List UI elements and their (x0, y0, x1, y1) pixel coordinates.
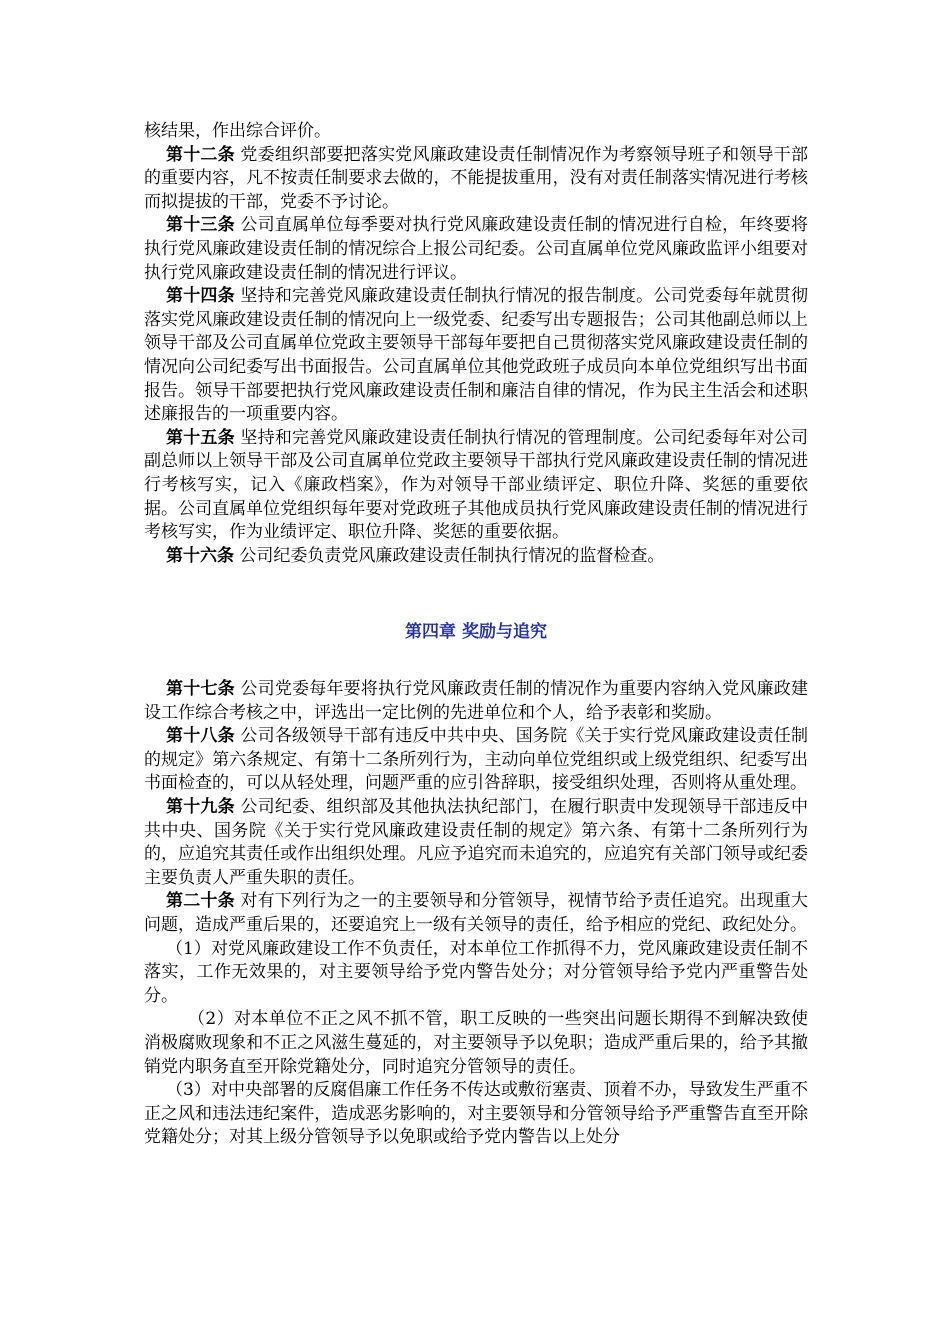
chapter-heading: 第四章 奖励与追究 (405, 622, 547, 642)
article-text: 公司纪委、组织部及其他执法执纪部门，在履行职责中发现领导干部违反中共中央、国务院《关于实行党风廉政建设责任制的规定》第六条、有第十二条所列行为的，应追究其责任或作出组织处理。凡应予追究而未追究的，应追究有关部门领导或纪委主要负责人严重失职的责任。 (144, 796, 809, 888)
article-paragraph (144, 678, 808, 725)
article-paragraph (144, 144, 808, 215)
paragraph (144, 1079, 808, 1150)
article-number: 第二十条 (166, 891, 235, 912)
article-paragraph (144, 427, 808, 545)
article-paragraph (144, 214, 808, 285)
article-text: 核结果，作出综合评价。 (144, 121, 331, 141)
article-paragraph (144, 890, 808, 937)
article-number: 第十八条 (166, 726, 235, 747)
article-paragraph (144, 796, 808, 890)
article-text: 公司纪委负责党风廉政建设责任制执行情况的监督检查。 (234, 545, 665, 566)
article-text: 坚持和完善党风廉政建设责任制执行情况的管理制度。公司纪委每年对公司副总师以上领导干部及公司直属单位党政主要领导干部执行党风廉政建设责任制的情况进行考核写实，记入《廉政档案》，作为对领导干部业绩评定、职位升降、奖惩的重要依据。公司直属单位党组织每年要对党政班子其他成员执行党风廉政建设责任制的情况进行考核写实，作为业绩评定、职位升降、奖惩的重要依据。 (144, 427, 809, 543)
article-number: 第十九条 (166, 796, 235, 817)
article-text: （3）对中央部署的反腐倡廉工作任务不传达或敷衍塞责、顶着不办，导致发生严重不正之风和违法违纪案件，造成恶劣影响的，对主要领导和分管领导给予严重警告直至开除党籍处分；对其上级分管领导予以免职或给予党内警告以上处分 (144, 1080, 808, 1148)
article-text: 对有下列行为之一的主要领导和分管领导，视情节给予责任追究。出现重大问题，造成严重后果的，还要追究上一级有关领导的责任，给予相应的党纪、政纪处分。 (144, 891, 809, 935)
article-paragraph (144, 725, 808, 796)
paragraph (144, 938, 808, 1009)
article-number: 第十五条 (166, 427, 235, 448)
article-text: 坚持和完善党风廉政建设责任制执行情况的报告制度。公司党委每年就贯彻落实党风廉政建设责任制的情况向上一级党委、纪委写出专题报告；公司其他副总师以上领导干部及公司直属单位党政主要领导干部每年要把自己贯彻落实党风廉政建设责任制的情况向公司纪委写出书面报告。公司直属单位其他党政班子成员向本单位党组织写出书面报告。领导干部要把执行党风廉政建设责任制和廉洁自律的情况，作为民主生活会和述职述廉报告的一项重要内容。 (144, 286, 809, 425)
article-number: 第十七条 (166, 679, 235, 699)
article-text: 公司各级领导干部有违反中共中央、国务院《关于实行党风廉政建设责任制的规定》第六条规定、有第十二条所列行为，主动向单位党组织或上级党组织、纪委写出书面检查的，可以从轻处理，问题严重的应引咎辞职，接受组织处理，否则将从重处理。 (144, 726, 809, 794)
paragraph (144, 120, 808, 144)
article-number: 第十二条 (166, 144, 235, 165)
articles-block-lower (144, 678, 808, 1150)
article-text: 公司直属单位每季要对执行党风廉政建设责任制的情况进行自检，年终要将执行党风廉政建设责任制的情况综合上报公司纪委。公司直属单位党风廉政监评小组要对执行党风廉政建设责任制的情况进行评议。 (144, 215, 809, 283)
articles-block-upper (144, 120, 808, 568)
article-text: （1）对党风廉政建设工作不负责任，对本单位工作抓得不力，党风廉政建设责任制不落实，工作无效果的，对主要领导给予党内警告处分；对分管领导给予党内严重警告处分。 (144, 938, 808, 1006)
article-number: 第十三条 (166, 215, 235, 236)
article-number: 第十四条 (166, 286, 235, 307)
article-text: （2）对本单位不正之风不抓不管，职工反映的一些突出问题长期得不到解决致使消极腐败现象和不正之风滋生蔓延的，对主要领导予以免职；造成严重后果的，给予其撤销党内职务直至开除党籍处分，同时追究分管领导的责任。 (144, 1009, 808, 1077)
paragraph (144, 1008, 808, 1079)
article-paragraph (144, 285, 808, 427)
article-text: 党委组织部要把落实党风廉政建设责任制情况作为考察领导班子和领导干部的重要内容，凡不按责任制要求去做的，不能提拔重用，没有对责任制落实情况进行考核而拟提拔的干部，党委不予讨论。 (144, 144, 809, 212)
article-text: 公司党委每年要将执行党风廉政责任制的情况作为重要内容纳入党风廉政建设工作综合考核之中，评选出一定比例的先进单位和个人，给予表彰和奖励。 (144, 679, 809, 723)
article-number: 第十六条 (166, 545, 234, 566)
article-paragraph (144, 545, 808, 569)
